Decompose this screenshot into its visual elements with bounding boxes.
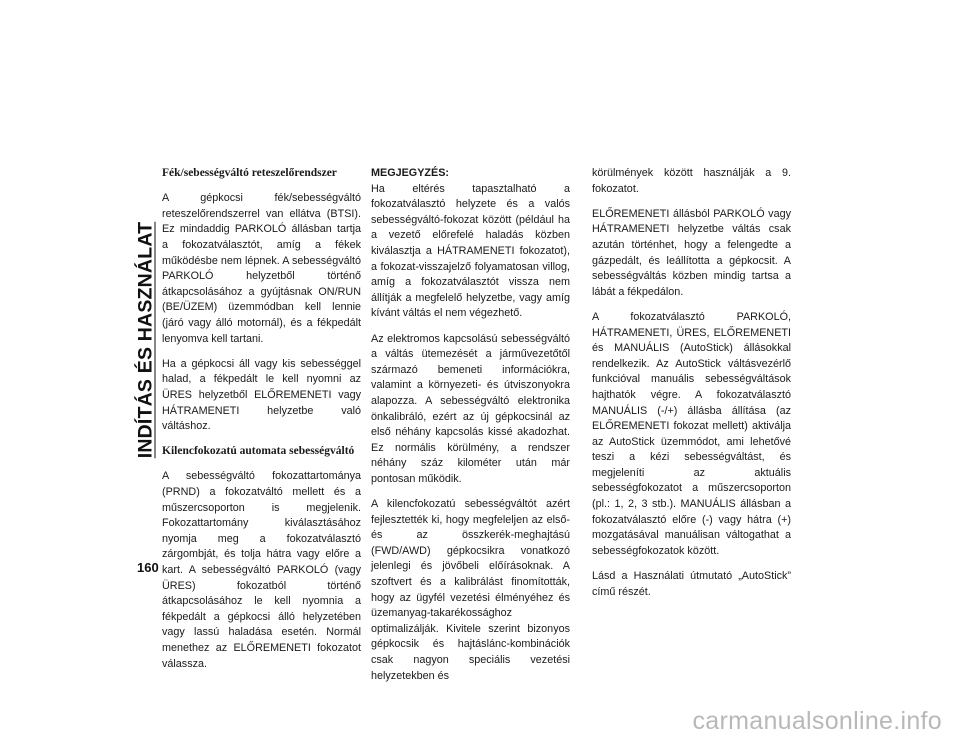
paragraph: Az elektromos kapcsolású sebességváltó a váltás ütemezését a járművezetőtől származó bemeneti információkra, valamint a környezeti- és útviszonyokra alapozza. A sebességváltó elektronika önkalibráló, ezért az új gépkocsinál az első néhány kapcsolás kissé akadozhat. Ez normális körülmény, a rendszer néhány száz kilométer után már pontosan működik.: [371, 332, 570, 485]
paragraph: A kilencfokozatú sebességváltót azért fejlesztették ki, hogy megfeleljen az első- és az összkerék-meghajtású (FWD/AWD) gépkocsikra vonatkozó jelenlegi és jövőbeli előírásoknak. A szoftvert és a kalibrálást finomították, hogy az ügyfél vezetési élményéhez és üzemanyag-takarékossághoz optimalizálják. Kivitele szerint bizonyos gépkocsik és hajtáslánc-kombinációk csak nagyon speciális vezetési helyzetekben és: [371, 498, 570, 682]
paragraph: Lásd a Használati útmutató „AutoStick” című részét.: [592, 570, 791, 598]
paragraph: Ha a gépkocsi áll vagy kis sebességgel halad, a fékpedált le kell nyomni az ÜRES helyzetből ELŐREMENETI vagy HÁTRAMENETI helyzetbe való váltáshoz.: [162, 357, 361, 433]
paragraph: Ha eltérés tapasztalható a fokozatválasztó helyzete és a valós sebességváltó-fokozat között (például ha a vezető előrefelé haladás közben kiválasztja a HÁTRAMENETI fokozatot), a fokozat-visszajelző folyamatosan villog, amíg a fokozatválasztót vissza nem állítják a megfelelő helyzetbe, vagy amíg kívánt váltás el nem végezhető.: [371, 182, 570, 320]
paragraph: A fokozatválasztó PARKOLÓ, HÁTRAMENETI, ÜRES, ELŐREMENETI és MANUÁLIS (AutoStick) állásokkal rendelkezik. Az AutoStick váltásvezérlő funkcióval manuális sebességváltások hajthatók végre. A fokozatválasztó MANUÁLIS (-/+) állásba állítása (az ELŐREMENETI fokozat mellett) aktiválja az AutoStick üzemmódot, ami lehetővé teszi a kézi sebességváltást, és megjeleníti az aktuális sebességfokozatot a műszercsoporton (pl.: 1, 2, 3 stb.). MANUÁLIS állásban a fokozatválasztó előre (-) vagy hátra (+) mozgatásával manuálisan váltogathat a sebességfokozatok között.: [592, 310, 791, 557]
paragraph: A gépkocsi fék/sebességváltó reteszelőrendszerrel van ellátva (BTSI). Ez mindaddig PARKOLÓ állásban tartja a fokozatválasztót, amíg a fékek működésbe nem lépnek. A sebességváltó PARKOLÓ helyzetből történő átkapcsolásához a gyújtásnak ON/RUN (BE/ÜZEM) üzemmódban kell lennie (járó vagy álló motornál), és a fékpedált lenyomva kell tartani.: [162, 192, 361, 345]
section-title-text: INDÍTÁS ÉS HASZNÁLAT: [134, 221, 157, 459]
column-2: [371, 166, 570, 694]
paragraph: ELŐREMENETI állásból PARKOLÓ vagy HÁTRAMENETI helyzetbe váltás csak azután történhet, hogy a felengedte a gázpedált, és leállította a gépkocsit. A sebességváltás közben mindig tartsa a lábát a fékpedálon.: [592, 207, 791, 298]
column-1: [162, 166, 361, 682]
heading-nine-speed-transmission: Kilencfokozatú automata sebességváltó: [162, 445, 355, 458]
section-title: [132, 160, 160, 520]
watermark: carmanualsonline.info: [692, 707, 942, 735]
heading-brake-interlock: Fék/sebességváltó reteszelőrendszer: [162, 167, 337, 179]
paragraph: körülmények között használják a 9. fokozatot.: [592, 167, 791, 195]
page-number: 160: [137, 560, 159, 575]
column-3: [592, 166, 791, 610]
note-label: MEGJEGYZÉS:: [371, 167, 449, 179]
paragraph: A sebességváltó fokozattartománya (PRND) a fokozatváltó mellett és a műszercsoporton is megjelenik. Fokozattartomány kiválasztásához nyomja meg a fokozatválasztó zárgombját, és tolja hátra vagy előre a kart. A sebességváltó PARKOLÓ (vagy ÜRES) fokozatból történő átkapcsolásához le kell nyomnia a fékpedált a gépkocsi álló helyzetében vagy lassú haladása esetén. Normál menethez az ELŐREMENETI fokozatot válassza.: [162, 470, 361, 670]
